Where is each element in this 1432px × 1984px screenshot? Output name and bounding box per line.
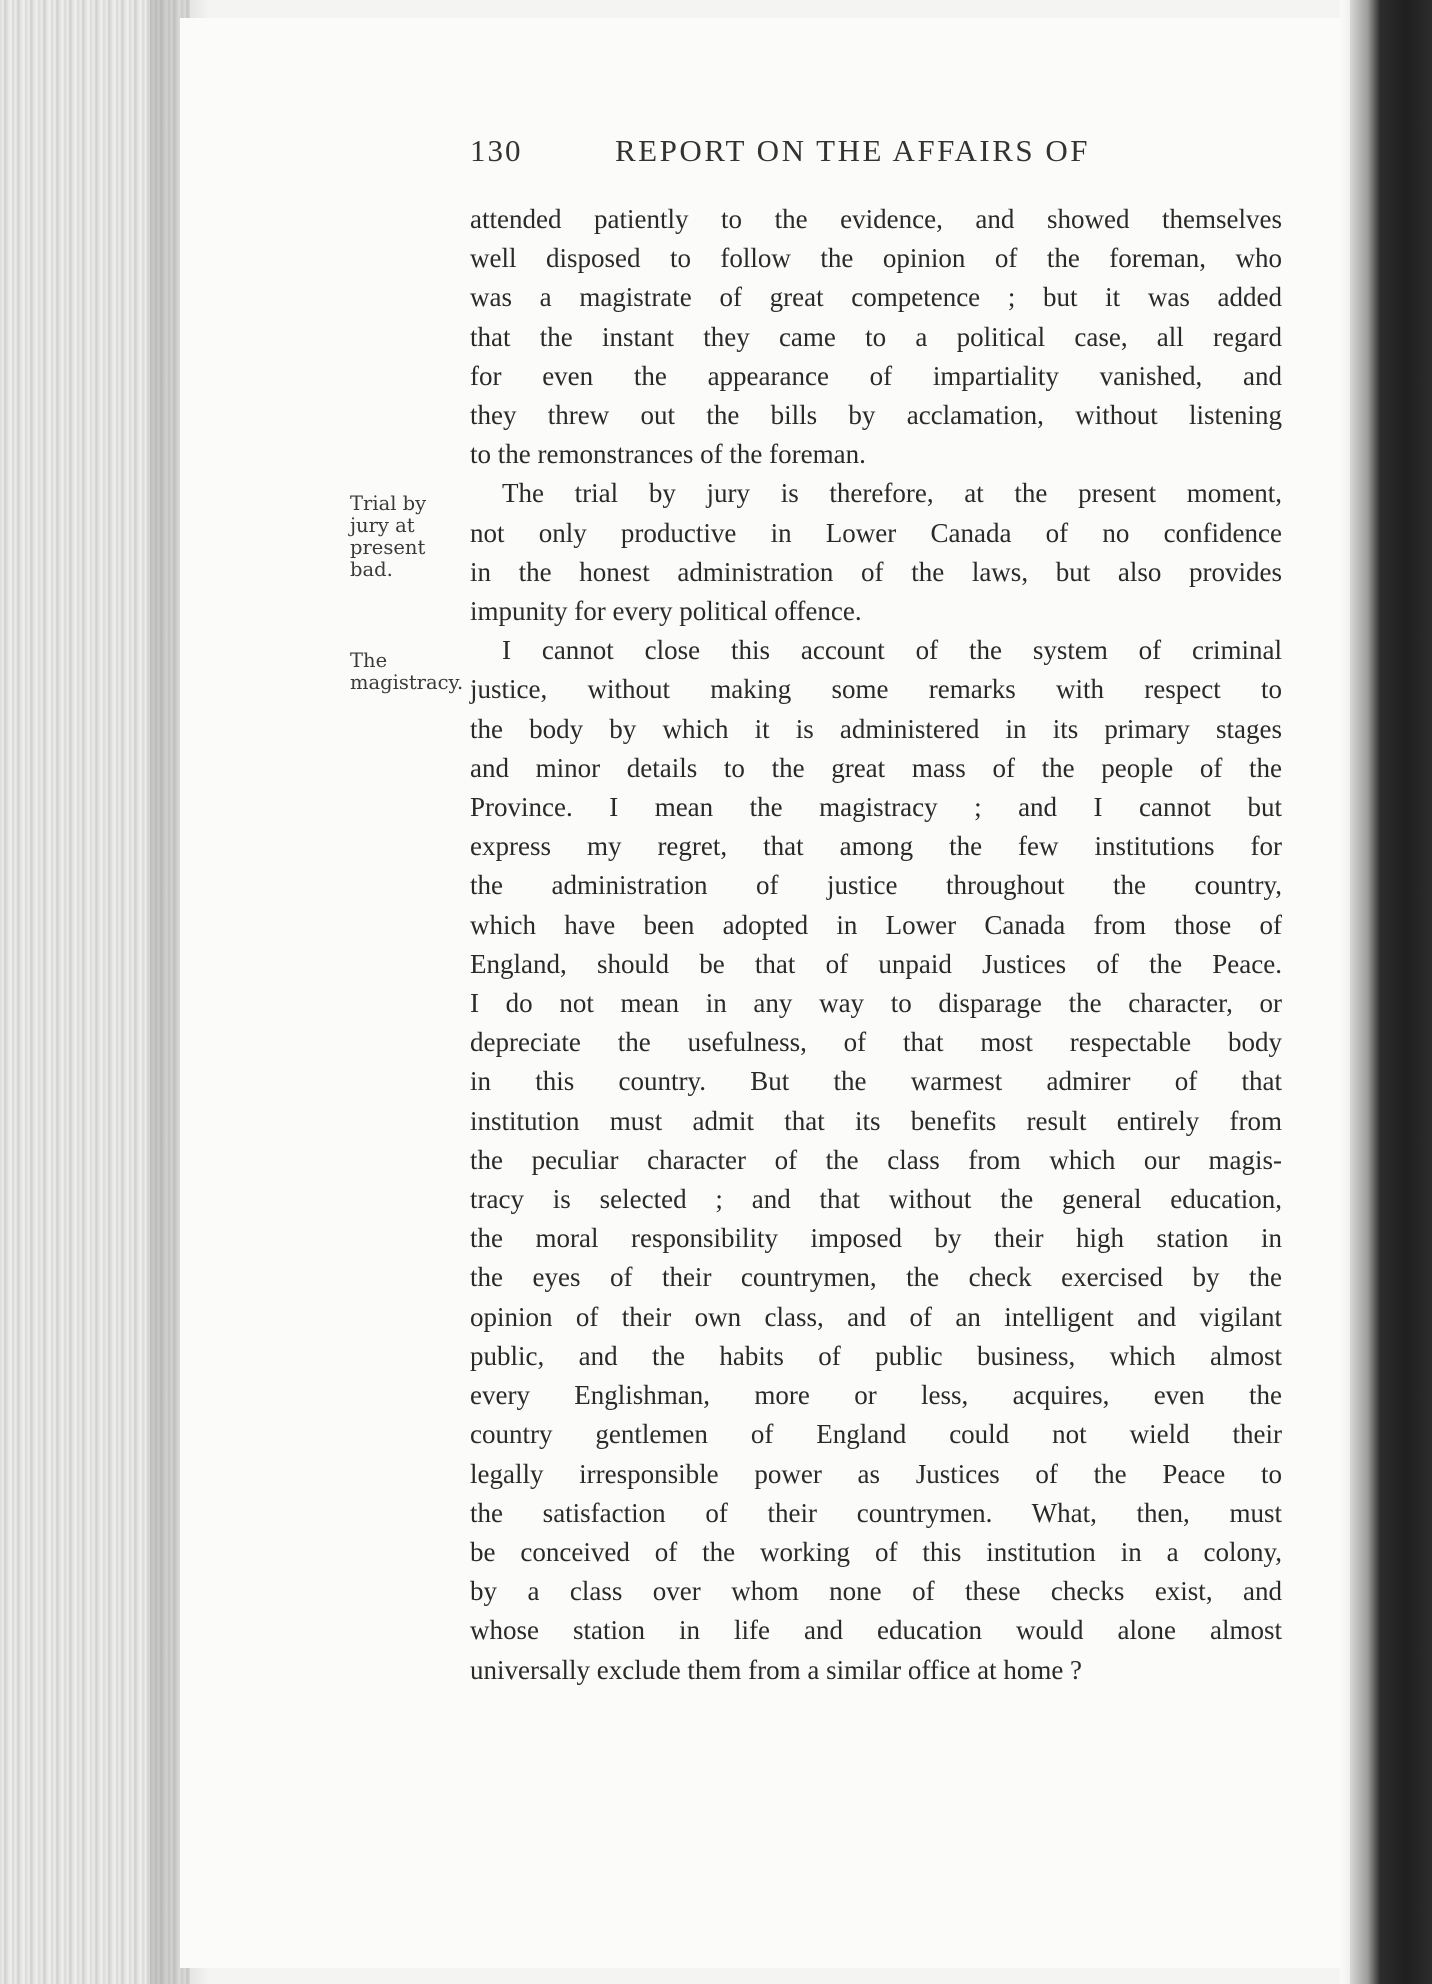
text-line: which have been adopted in Lower Canada from those of: [470, 909, 1282, 940]
text-line: express my regret, that among the few institutions for: [470, 831, 1282, 862]
running-title: REPORT ON THE AFFAIRS OF: [615, 133, 1091, 168]
text-line: country gentlemen of England could not wield their: [470, 1419, 1282, 1450]
text-line: for even the appearance of impartiality vanished, and: [470, 360, 1282, 391]
text-line: public, and the habits of public business, which almost: [470, 1340, 1282, 1371]
text-line: England, should be that of unpaid Justices of the Peace.: [470, 948, 1282, 979]
text-line: the body by which it is administered in its primary stages: [470, 713, 1282, 744]
text-line: whose station in life and education would alone almost: [470, 1615, 1282, 1646]
text-line: attended patiently to the evidence, and showed themselves: [470, 204, 1282, 234]
text-line: they threw out the bills by acclamation, without listening: [470, 400, 1282, 431]
text-line: Province. I mean the magistracy ; and I cannot but: [470, 792, 1282, 823]
text-line: institution must admit that its benefits result entirely from: [470, 1105, 1282, 1136]
text-line: well disposed to follow the opinion of the foreman, who: [470, 243, 1282, 274]
text-line: opinion of their own class, and of an intelligent and vigilant: [470, 1301, 1282, 1332]
text-line: depreciate the usefulness, of that most respectable body: [470, 1027, 1282, 1058]
text-line: universally exclude them from a similar office at home ?: [470, 1654, 1083, 1685]
book-gutter: [1350, 0, 1432, 1984]
running-head: [470, 133, 1270, 173]
text-line: was a magistrate of great competence ; but it was added: [470, 282, 1282, 313]
text-line: to the remonstrances of the foreman.: [470, 439, 866, 470]
text-line: legally irresponsible power as Justices of the Peace to: [470, 1458, 1282, 1489]
text-line: the moral responsibility imposed by their high station in: [470, 1223, 1282, 1254]
margin-note-magistracy: The magistracy.: [350, 649, 464, 694]
text-line: that the instant they came to a political case, all regard: [470, 321, 1282, 352]
page-number: 130: [470, 133, 523, 168]
text-line: in the honest administration of the laws, but also provides: [470, 556, 1282, 587]
text-line: the peculiar character of the class from which our magis-: [470, 1144, 1282, 1175]
text-line: not only productive in Lower Canada of no confidence: [470, 517, 1282, 548]
text-line: the eyes of their countrymen, the check exercised by the: [470, 1262, 1282, 1293]
margin-note-trial-by-jury: Trial by jury at present bad.: [350, 492, 427, 581]
text-line: by a class over whom none of these checks exist, and: [470, 1576, 1282, 1607]
text-line: and minor details to the great mass of the people of the: [470, 752, 1282, 783]
text-line: the satisfaction of their countrymen. What, then, must: [470, 1497, 1282, 1528]
text-line: be conceived of the working of this institution in a colony,: [470, 1536, 1282, 1567]
text-line: the administration of justice throughout the country,: [470, 870, 1282, 901]
text-line: every Englishman, more or less, acquires, even the: [470, 1380, 1282, 1411]
text-line: The trial by jury is therefore, at the present moment,: [502, 478, 1282, 509]
text-line: tracy is selected ; and that without the general education,: [470, 1184, 1282, 1215]
text-line: I cannot close this account of the system of criminal: [502, 635, 1282, 666]
body-text: [470, 200, 1282, 1690]
text-line: justice, without making some remarks with respect to: [470, 674, 1282, 705]
text-line: I do not mean in any way to disparage the character, or: [470, 988, 1282, 1019]
text-line: impunity for every political offence.: [470, 596, 862, 627]
text-line: in this country. But the warmest admirer of that: [470, 1066, 1282, 1097]
